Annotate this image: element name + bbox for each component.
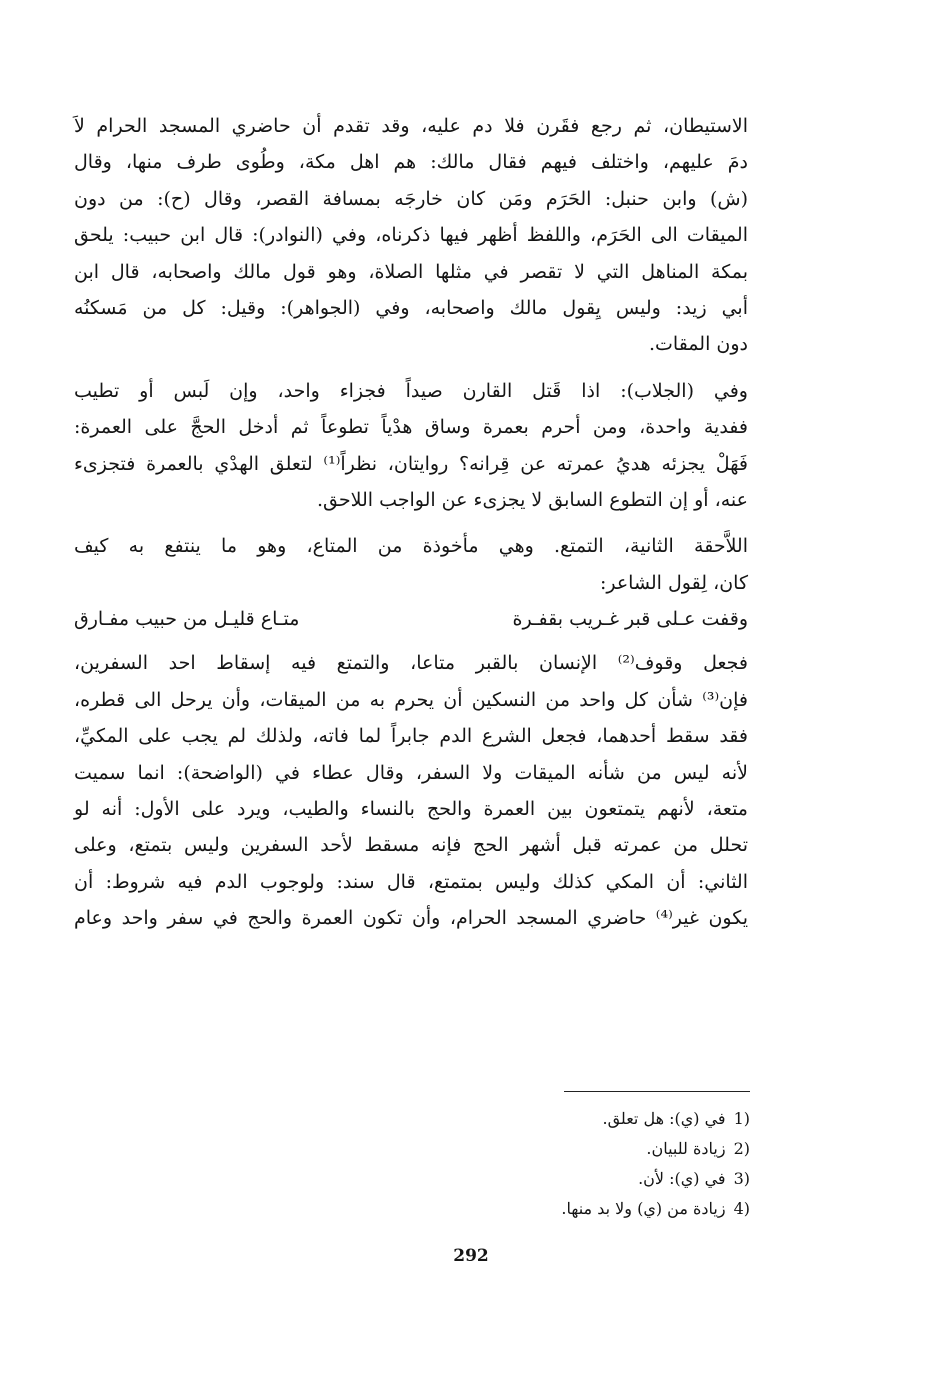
text-line: الاستيطان، ثم رجع فقَرن فلا دم عليه، وقد تقدم أن حاضري المسجد الحرام لاَ (74, 115, 748, 137)
text-line: دمَ عليهم، واختلف فيهم فقال مالك: هم اهل مكة، وطُوى طرف منها، وقال (74, 151, 748, 174)
text-line: ففدية واحدة، ومن أحرم بعمرة وساق هدْياً تطوعاً ثم أدخل الحجَّ على العمرة: (74, 416, 748, 439)
paragraph-2 (74, 373, 748, 519)
paragraph-4 (74, 645, 748, 936)
footnote-separator (564, 1091, 750, 1092)
paragraph-1 (74, 108, 748, 363)
text-line: بمكة المناهل التي لا تقصر في مثلها الصلاة، وهو قول مالك واصحابه، قال ابن (74, 260, 748, 283)
text-line: الثاني: أن المكي كذلك وليس بمتمتع، قال سند: ولوجوب الدم فيه شروط: أن (74, 870, 748, 893)
footnote-item (350, 1194, 750, 1224)
verse-second-hemistich: متـاع قليـل من حبيب مفـارق (74, 608, 300, 631)
text-line: فَهَلْ يجزئه هديُ عمرته عن قِرانه؟ روايتان، نظراً⁽¹⁾ لتعلق الهدْي بالعمرة فتجزىء (74, 452, 748, 475)
footnote-number: 2) (733, 1139, 750, 1158)
footnote-number: 4) (733, 1199, 750, 1218)
footnote-number: 3) (733, 1169, 750, 1188)
text-line: الميقات الى الحَرَم، واللفظ أظهر فيها ذكرناه، وفي (النوادر): قال ابن حبيب: يلحق (74, 224, 748, 247)
footnotes (350, 1104, 750, 1224)
text-line: اللاَّحقة الثانية، التمتع. وهي مأخوذة من المتاع، وهو ما ينتفع به كيف (74, 535, 748, 558)
text-line: (ش) وابن حنبل: الحَرَم ومَن كان خارجَه بمسافة القصر، وقال (ح): من دون (74, 187, 748, 210)
text-line: فجعل وقوف⁽²⁾ الإنسان بالقبر متاعا، والتمتع فيه إسقاط احد السفرين، (74, 652, 748, 675)
text-line: عنه، أو إن التطوع السابق لا يجزىء عن الواجب اللاحق. (317, 489, 748, 512)
text-line: يكون غير⁽⁴⁾ حاضري المسجد الحرام، وأن تكون العمرة والحج في سفر واحد وعام (74, 907, 748, 930)
paragraph-gap (74, 518, 748, 528)
footnote-item (350, 1134, 750, 1164)
footnote-text: في (ي): لأن. (638, 1169, 726, 1188)
page-number: 292 (453, 1246, 489, 1266)
text-line: وفي (الجلاب): اذا قَتل القارن صيداً فجزاء واحد، وإن لَبس أو تطيب (74, 379, 748, 402)
text-line: كان، لِقول الشاعر: (599, 571, 748, 594)
footnote-text: زيادة من (ي) ولا بد منها. (561, 1199, 726, 1218)
footnote-item (350, 1104, 750, 1134)
text-line: لأنه ليس من شأنه الميقات ولا السفر، وقال عطاء في (الواضحة): انما سميت (74, 761, 748, 784)
text-line: تحلل من عمرته قبل أشهر الحج فإنه مسقط لأحد السفرين وليس بتمتع، وعلى (74, 834, 748, 857)
text-line: فقد سقط أحدهما، فجعل الشرع الدم جابراً لما فاته، ولذلك لم يجب على المكيِّ، (74, 725, 748, 748)
text-line: متعة، لأنهم يتمتعون بين العمرة والحج بالنساء والطيب، ويرد على الأول: أنه لو (74, 797, 748, 820)
poetry-verse (74, 601, 748, 637)
footnote-number: 1) (733, 1109, 750, 1128)
paragraph-3 (74, 528, 748, 601)
footnote-item (350, 1164, 750, 1194)
footnote-text: زيادة للبيان. (646, 1139, 726, 1158)
footnote-text: في (ي): هل تعلق. (602, 1109, 726, 1128)
verse-first-hemistich: وقفت عـلى قبر غـريب بقفـرة (512, 608, 748, 631)
text-line: دون المقات. (648, 333, 748, 356)
text-line: فإن⁽³⁾ شأن كل واحد من النسكين أن يحرم به من الميقات، وأن يرحل الى قطره، (74, 688, 748, 711)
paragraph-gap (74, 363, 748, 373)
page-body (74, 108, 748, 937)
text-line: أبي زيد: وليس يِقول مالك واصحابه، وفي (الجواهر): وقيل: كل من مَسكنُه (74, 297, 748, 320)
